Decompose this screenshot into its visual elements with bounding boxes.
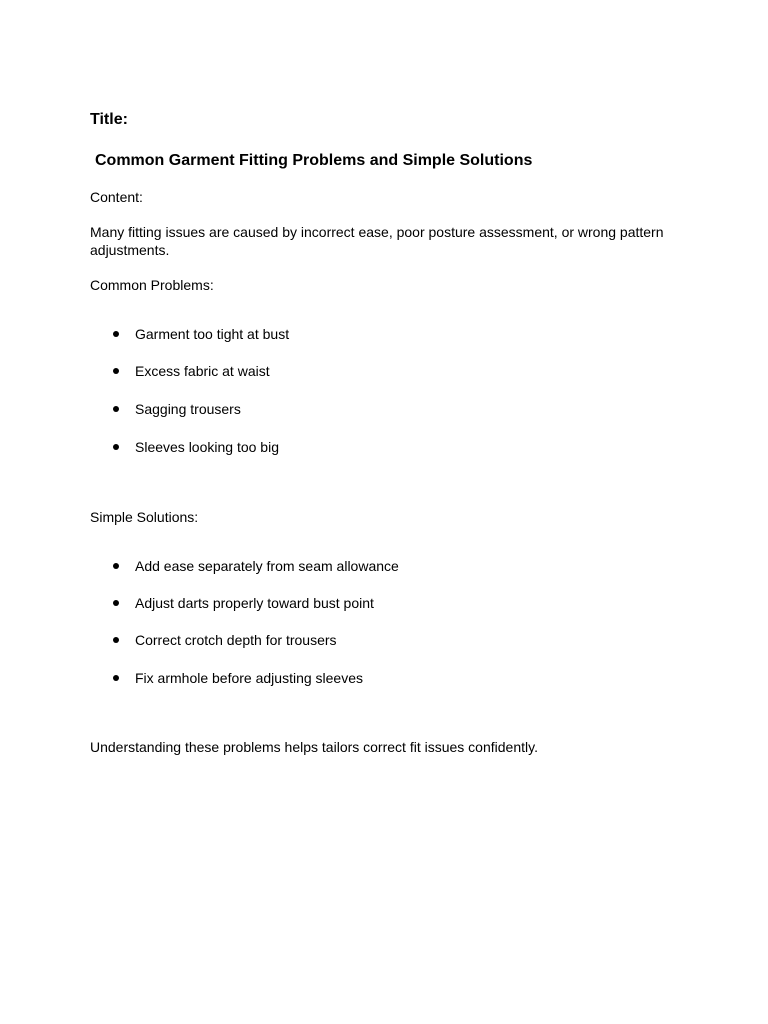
- bullet-icon: [113, 368, 119, 374]
- list-item: [0, 438, 700, 458]
- list-item: [0, 631, 700, 651]
- document-heading: Common Garment Fitting Problems and Simple Solutions: [95, 152, 533, 169]
- bullet-icon: [113, 637, 119, 643]
- list-item-text: Sleeves looking too big: [135, 439, 279, 455]
- bullet-icon: [113, 675, 119, 681]
- list-item-text: Fix armhole before adjusting sleeves: [135, 670, 364, 686]
- list-item-text: Garment too tight at bust: [135, 326, 290, 342]
- simple-solutions-label: Simple Solutions:: [90, 509, 199, 525]
- list-item: [0, 594, 700, 614]
- list-item: [0, 557, 700, 577]
- list-item-text: Add ease separately from seam allowance: [135, 558, 399, 574]
- title-label: Title:: [90, 111, 128, 128]
- list-item: [0, 400, 700, 420]
- list-item: [0, 669, 700, 689]
- bullet-icon: [113, 444, 119, 450]
- list-item-text: Sagging trousers: [135, 401, 241, 417]
- bullet-icon: [113, 600, 119, 606]
- common-problems-label: Common Problems:: [90, 277, 214, 293]
- bullet-icon: [113, 406, 119, 412]
- list-item-text: Correct crotch depth for trousers: [135, 632, 337, 648]
- content-label: Content:: [90, 189, 143, 205]
- bullet-icon: [113, 331, 119, 337]
- list-item-text: Adjust darts properly toward bust point: [135, 595, 374, 611]
- intro-paragraph: Many fitting issues are caused by incorrect ease, poor posture assessment, or wrong pattern adjustments.: [90, 224, 664, 258]
- list-item-text: Excess fabric at waist: [135, 363, 270, 379]
- list-item: [0, 325, 700, 345]
- bullet-icon: [113, 563, 119, 569]
- conclusion-paragraph: Understanding these problems helps tailors correct fit issues confidently.: [90, 739, 538, 755]
- list-item: [0, 362, 700, 382]
